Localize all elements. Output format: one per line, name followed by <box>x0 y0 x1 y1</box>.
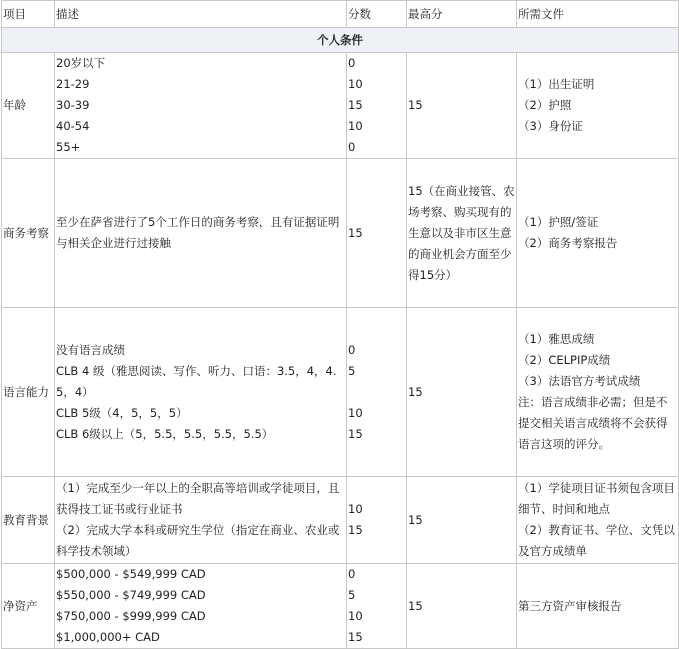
assets-score-1: 5 <box>348 588 356 602</box>
language-score-spacer <box>348 382 405 403</box>
age-documents <box>517 53 679 159</box>
section-row <box>2 28 679 53</box>
education-score-1: 15 <box>348 523 363 537</box>
age-item: 年龄 <box>2 53 55 159</box>
language-note: 注：语言成绩非必需；但是不提交相关语言成绩将不会获得语言这项的评分。 <box>518 395 668 451</box>
language-scores <box>347 308 407 477</box>
assets-max: 15 <box>407 564 517 649</box>
education-desc-0: （1）完成至少一年以上的全职高等培训或学徒项目，且获得技工证书或行业证书 <box>56 481 340 516</box>
business-doc-1: （2）商务考察报告 <box>518 236 618 250</box>
language-doc-0: （1）雅思成绩 <box>518 332 595 346</box>
language-score-3: 15 <box>348 426 363 441</box>
header-score: 分数 <box>347 1 407 28</box>
education-item: 教育背景 <box>2 477 55 564</box>
education-descriptions <box>55 477 347 564</box>
assets-desc-0: $500,000 - $549,999 CAD <box>56 567 206 581</box>
age-score-2: 15 <box>348 98 363 112</box>
language-documents <box>517 308 679 477</box>
age-desc-2: 30-39 <box>56 98 90 112</box>
section-title: 个人条件 <box>2 28 679 53</box>
age-score-3: 10 <box>348 119 363 133</box>
language-item: 语言能力 <box>2 308 55 477</box>
business-doc-0: （1）护照/签证 <box>518 215 599 229</box>
scoring-table <box>1 0 679 649</box>
assets-desc-2: $750,000 - $999,999 CAD <box>56 609 206 623</box>
assets-documents <box>517 564 679 649</box>
language-desc-1: CLB 4 级（雅思阅读、写作、听力、口语：3.5，4，4.5，4） <box>56 363 337 399</box>
age-scores <box>347 53 407 159</box>
education-scores <box>347 477 407 564</box>
age-desc-1: 21-29 <box>56 77 90 91</box>
language-doc-2: （3）法语官方考试成绩 <box>518 374 641 388</box>
language-desc-3: CLB 6级以上（5，5.5，5.5，5.5，5.5） <box>56 426 274 441</box>
age-desc-0: 20岁以下 <box>56 56 106 70</box>
language-score-1: 5 <box>348 363 356 378</box>
age-doc-0: （1）出生证明 <box>518 77 595 91</box>
assets-scores <box>347 564 407 649</box>
assets-score-3: 15 <box>348 630 363 644</box>
business-documents <box>517 159 679 308</box>
header-max-score: 最高分 <box>407 1 517 28</box>
education-desc-1: （2）完成大学本科或研究生学位（指定在商业、农业或科学技术领域） <box>56 523 340 558</box>
table-row-net-assets <box>2 564 679 649</box>
assets-score-0: 0 <box>348 567 356 581</box>
language-descriptions <box>55 308 347 477</box>
education-score-0: 10 <box>348 502 363 516</box>
assets-item: 净资产 <box>2 564 55 649</box>
age-doc-1: （2）护照 <box>518 98 572 112</box>
table-row-age <box>2 53 679 159</box>
age-desc-3: 40-54 <box>56 119 90 133</box>
assets-desc-3: $1,000,000+ CAD <box>56 630 160 644</box>
header-item: 项目 <box>2 1 55 28</box>
business-max: 15（在商业接管、农场考察、购买现有的生意以及非市区生意的商业机会方面至少得15分） <box>407 159 517 308</box>
age-doc-2: （3）身份证 <box>518 119 583 133</box>
business-item: 商务考察 <box>2 159 55 308</box>
language-desc-2: CLB 5级（4，5，5，5） <box>56 405 188 420</box>
language-doc-1: （2）CELPIP成绩 <box>518 353 611 367</box>
education-max: 15 <box>407 477 517 564</box>
age-max: 15 <box>407 53 517 159</box>
language-score-2: 10 <box>348 405 363 420</box>
table-row-business-visit <box>2 159 679 308</box>
header-description: 描述 <box>55 1 347 28</box>
language-max: 15 <box>407 308 517 477</box>
assets-descriptions <box>55 564 347 649</box>
age-score-0: 0 <box>348 56 356 70</box>
assets-score-2: 10 <box>348 609 363 623</box>
language-score-0: 0 <box>348 342 356 357</box>
assets-doc-0: 第三方资产审核报告 <box>518 598 622 613</box>
language-desc-0: 没有语言成绩 <box>56 342 125 357</box>
age-descriptions <box>55 53 347 159</box>
education-doc-0: （1）学徒项目证书须包含项目细节、时间和地点 <box>518 481 675 516</box>
header-row <box>2 1 679 28</box>
age-score-1: 10 <box>348 77 363 91</box>
education-doc-1: （2）教育证书、学位、文凭以及官方成绩单 <box>518 523 675 558</box>
age-desc-4: 55+ <box>56 140 81 154</box>
table-row-education <box>2 477 679 564</box>
business-score: 15 <box>347 159 407 308</box>
header-documents: 所需文件 <box>517 1 679 28</box>
business-description: 至少在萨省进行了5个工作日的商务考察，且有证据证明与相关企业进行过接触 <box>55 159 347 308</box>
assets-desc-1: $550,000 - $749,999 CAD <box>56 588 206 602</box>
age-score-4: 0 <box>348 140 356 154</box>
education-documents <box>517 477 679 564</box>
table-row-language <box>2 308 679 477</box>
